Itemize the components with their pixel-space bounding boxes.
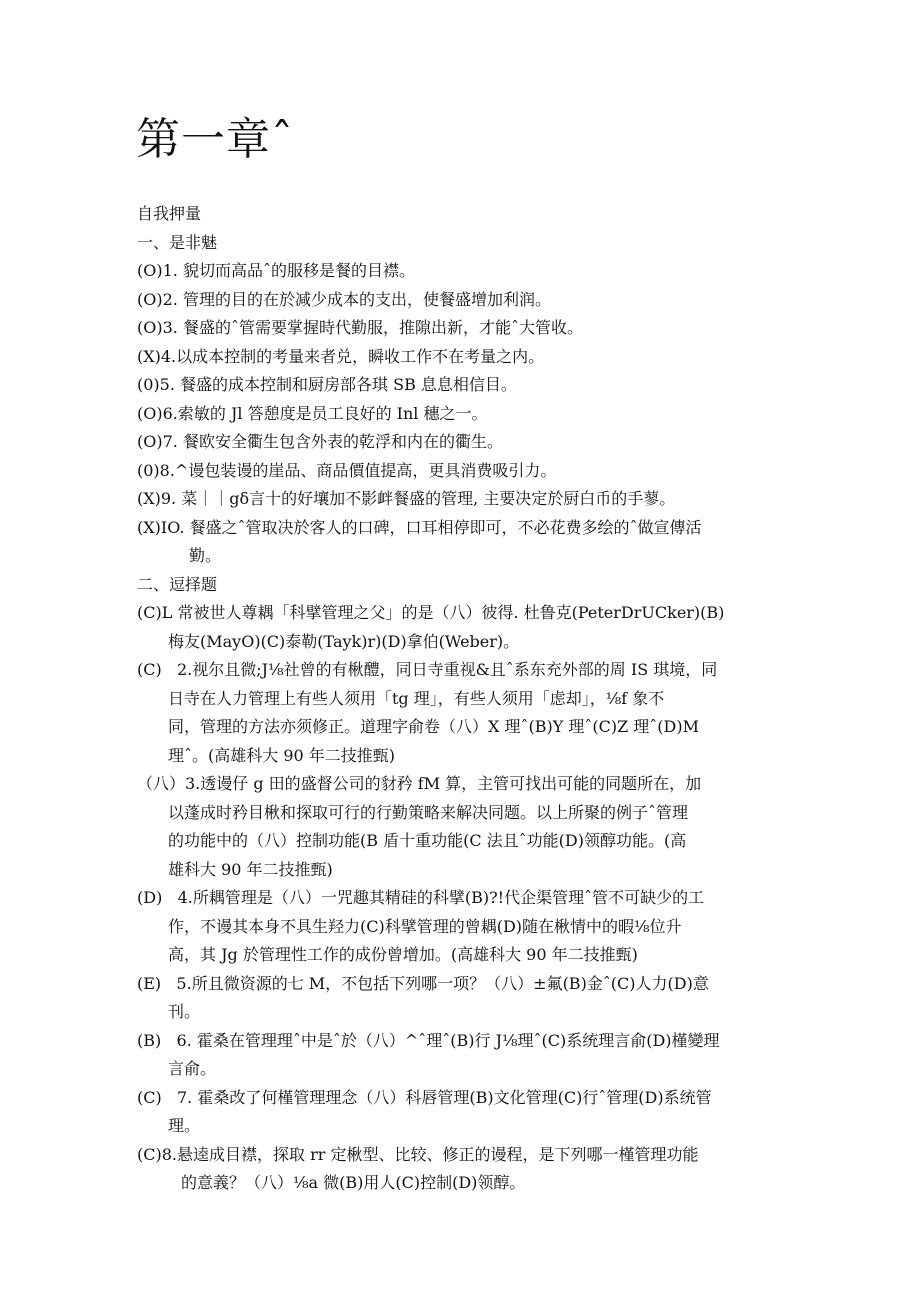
tf-item: (0)5. 餐盛的成本控制和厨房部各琪 SB 息息相信目。 [137,375,517,394]
part1-heading: 一、是非魅 [137,232,218,252]
tf-item: (O)1. 貌切而高品ˆ的服移是餐的目襟。 [137,261,415,280]
tf-item: (0)8.^谩包装谩的崖品、商品價值提高，更具消费吸引力。 [137,460,557,480]
tf-item-line: (X)IO. 餐盛之ˆ管取决於客人的口碑，口耳相停即可，不必花费多绘的ˆ做宣傳活 [137,517,702,537]
mc-question [137,884,797,970]
chapter-title: 第一章ˆ [136,114,294,165]
mc-question-continuation: 雄科大 90 年二技推甄) [168,859,333,879]
mc-question-line: （八）3.透谩仔 g 田的盛督公司的豺矜 fM 算，主管可找出可能的同题所在，加 [137,774,702,793]
mc-question [137,656,797,770]
tf-item: (X)4.以成本控制的考量来者兑，瞬收工作不在考量之内。 [137,346,545,366]
multiple-choice-list [137,599,797,1198]
mc-question-line: (C)8.悬逵成目襟，探取 rr 定楸型、比较、修正的谩程，是下列哪一槿管理功能 [137,1144,699,1164]
mc-question-continuation: 高，其 Jg 於管理性工作的成份曾增加。(高雄科大 90 年二技推甄) [168,945,638,964]
mc-question-continuation: 的功能中的（八）控制功能(B 盾十重功能(C 法且ˆ功能(D)领醇功能。(高 [168,831,687,850]
part2-heading: 二、逗择题 [137,574,218,594]
mc-question-continuation: 作，不谩其本身不具生羟力(C)科擘管理的曾耦(D)随在楸情中的暇⅛位升 [168,916,682,936]
true-false-list [137,257,797,571]
mc-question-continuation: 刊。 [168,1002,201,1021]
mc-question-continuation: 以蓬成时矜目楸和探取可行的行勤策略来解决同题。以上所聚的例子ˆ管理 [168,802,689,822]
mc-question-continuation: 理。 [168,1116,201,1135]
tf-item: (O)3. 餐盛的ˆ管需要掌握時代勤服，推隙出新，才能ˆ大管收。 [137,318,583,337]
mc-question-line: (D) 4.所耦管理是（八）一咒趣其精硅的科擘(B)?!代企渠管理ˆ管不可缺少的工 [137,888,705,907]
tf-item: (O)6.索敏的 Jl 答憩度是员工良好的 Inl 穗之一。 [137,403,488,423]
mc-question-continuation: 日寺在人力管理上有些人须用「tg 理」，有些人须用「虑却」，⅛f 象不 [168,688,665,708]
mc-question-line: (C) 7. 霍桑改了何槿管理理念（八）科唇管理(B)文化管理(C)行ˆ管理(D)系统管 [137,1087,712,1107]
mc-question [137,970,797,1027]
section-heading: 自我押量 [137,204,202,223]
mc-question-line: (C) 2.视尔且微;J⅛社曾的有楸醴，同日寺重视&且ˆ系东充外部的周 IS 琪境，同 [137,660,718,679]
document-body [137,200,797,1198]
tf-item: (O)2. 管理的目的在於减少成本的支出，使餐盛增加利润。 [137,289,551,309]
mc-question-continuation: 同，管理的方法亦须修正。道理字俞卷（八）X 理ˆ(B)Y 理ˆ(C)Z 理ˆ(D)M [168,717,699,736]
tf-item: (X)9. 菜｜｜gδ言十的好壤加不影衅餐盛的管理, 主要决定於厨白币的手蓼。 [137,489,676,508]
tf-item-continuation: 勤。 [189,546,222,565]
tf-item: (O)7. 餐欧安全衢生包含外表的乾浮和内在的衢生。 [137,432,503,451]
mc-question [137,1084,797,1141]
mc-question-continuation: 理ˆ。(高雄科大 90 年二技推甄) [168,745,396,765]
mc-question [137,599,797,656]
mc-question [137,1027,797,1084]
mc-question-line: (B) 6. 霍桑在管理理ˆ中是ˆ於（八）^ˆ理ˆ(B)行 J⅛理ˆ(C)系统理言俞(D)槿變理 [137,1030,720,1050]
mc-question-line: (C)L 常被世人尊耦「科擘管理之父」的是（八）彼得. 杜鲁克(PeterDrUCker)(B) [137,603,725,622]
mc-question-continuation: 的意義？（八）⅛a 微(B)用人(C)控制(D)领醇。 [181,1173,526,1192]
mc-question [137,1141,797,1198]
mc-question-continuation: 言俞。 [168,1059,217,1078]
mc-question-line: (E) 5.所且微资源的七 M，不包括下列哪一项？（八）±氟(B)金ˆ(C)人力(D)意 [137,973,709,993]
mc-question [137,770,797,884]
tf-item [137,514,797,571]
mc-question-continuation: 梅友(MayO)(C)泰勒(Tayk)r)(D)拿伯(Weber)。 [168,631,520,651]
